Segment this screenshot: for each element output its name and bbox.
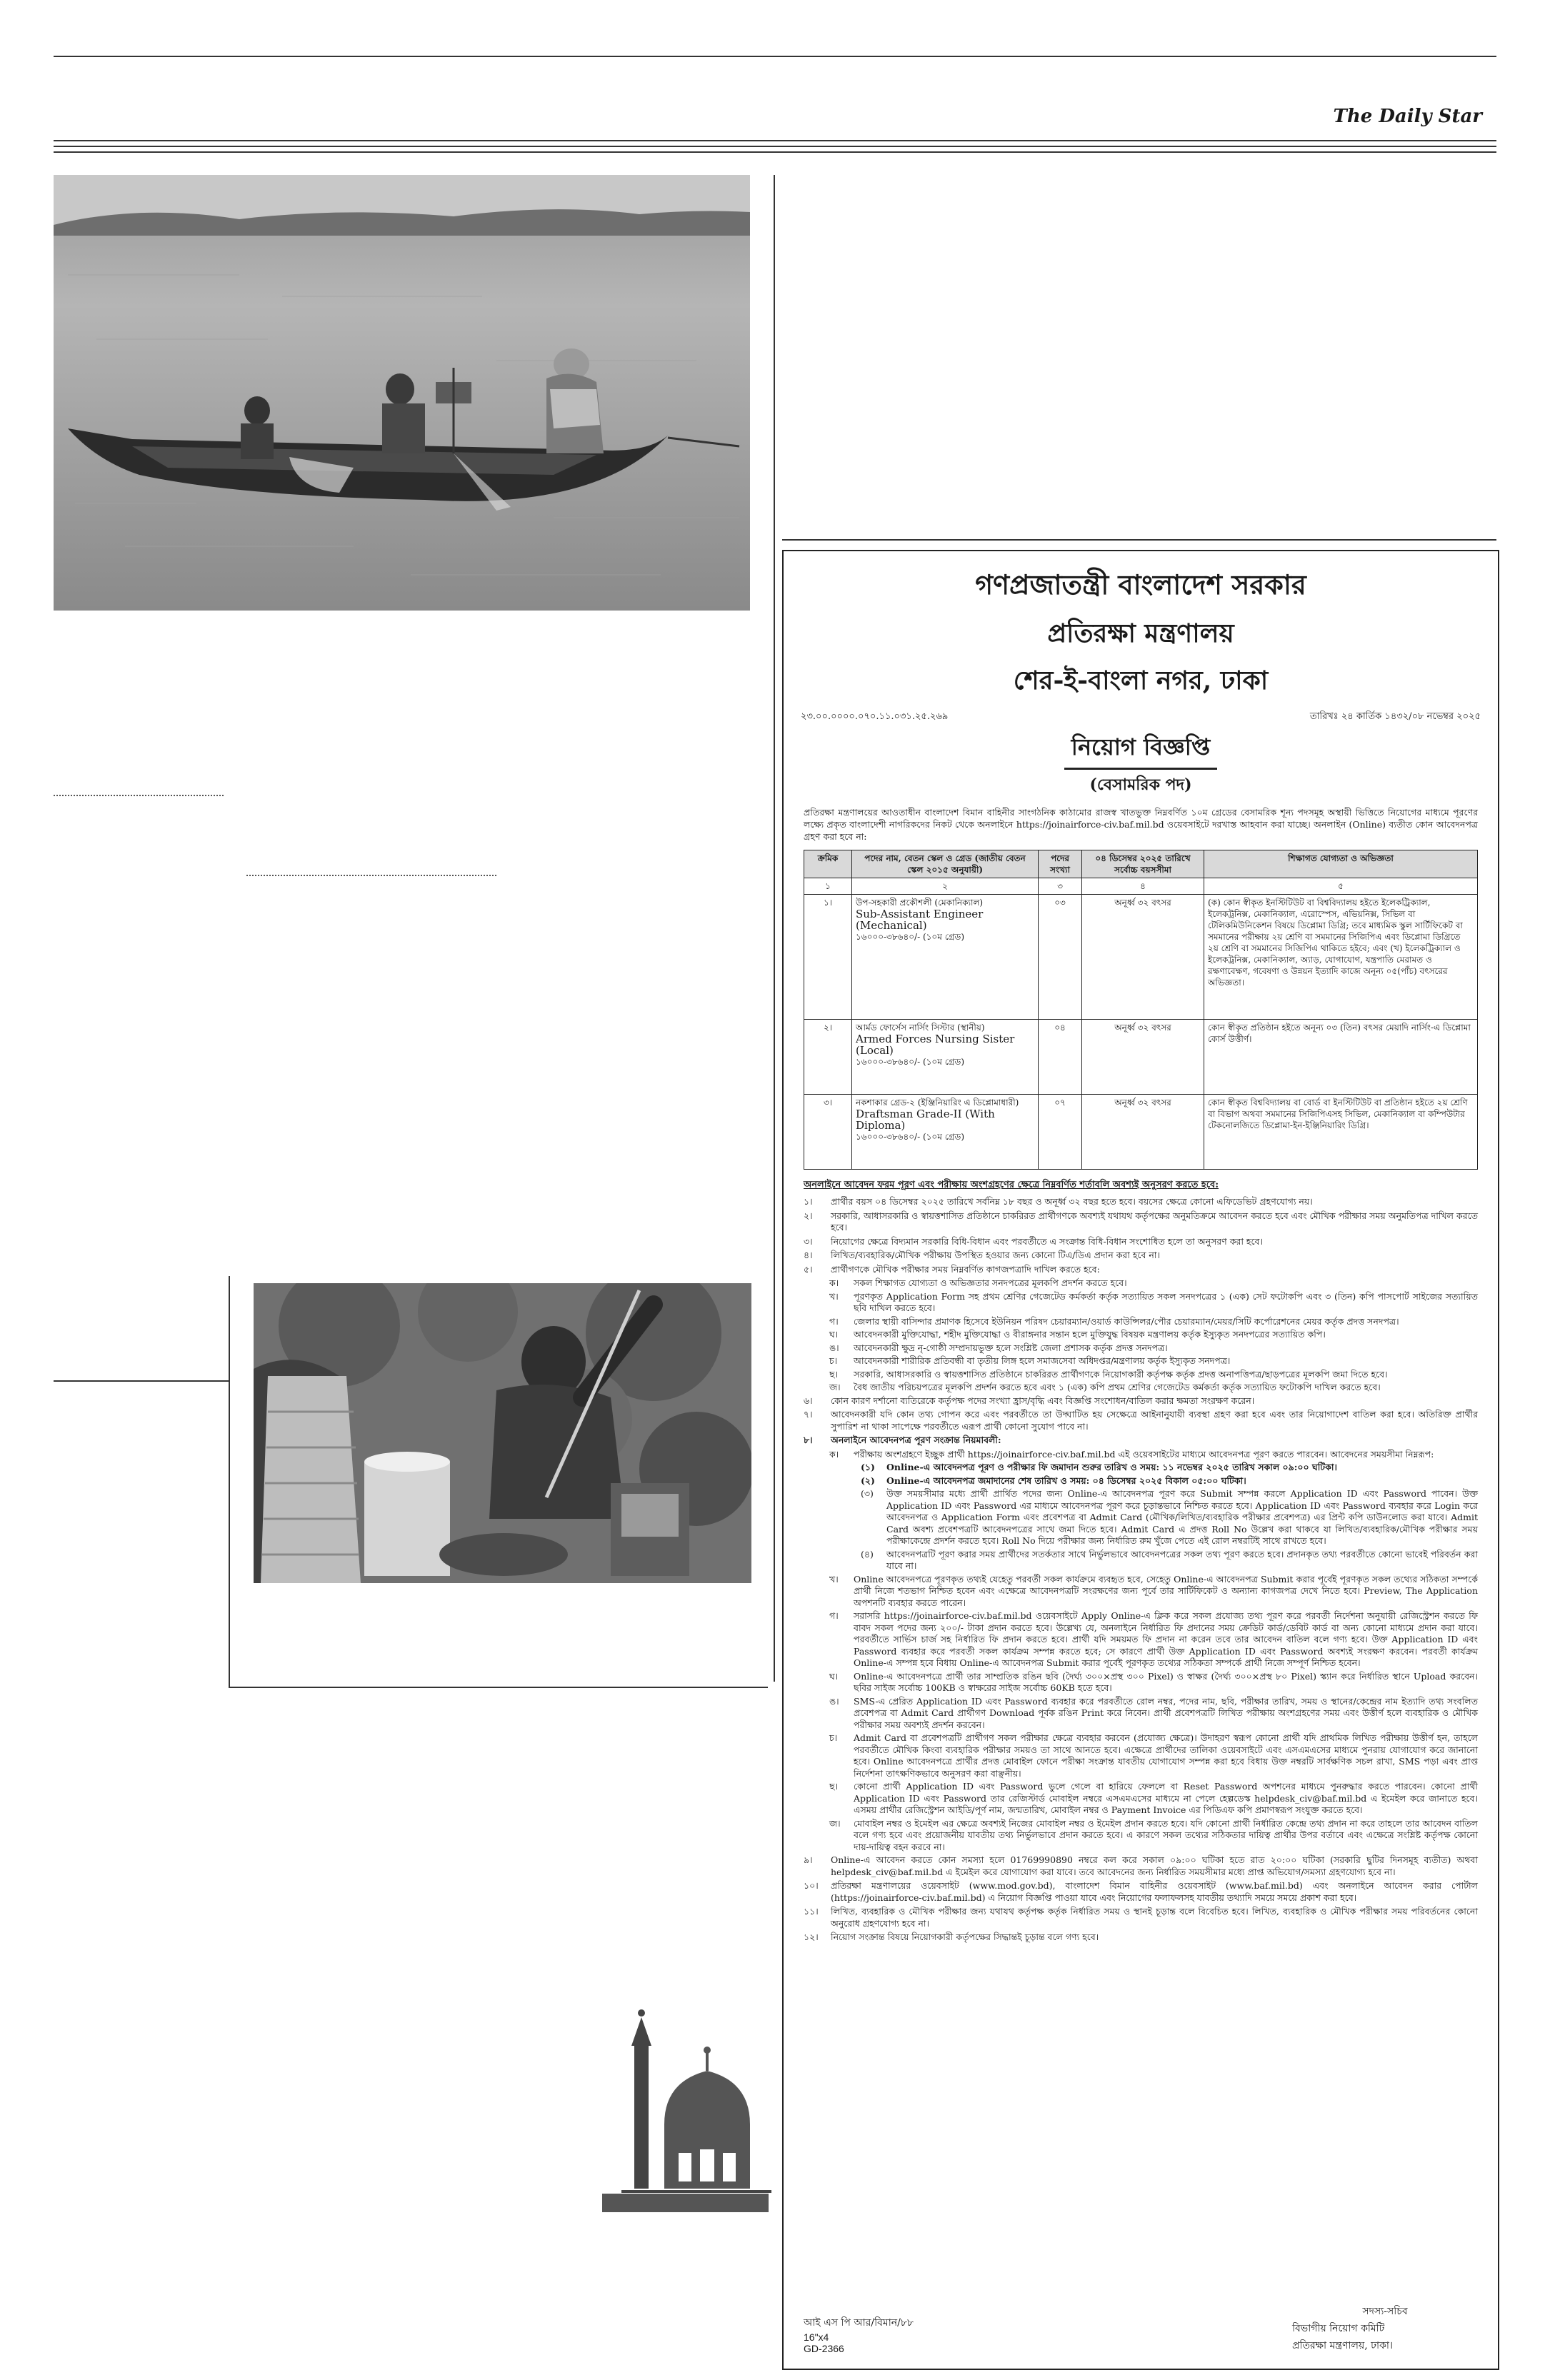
masthead-rule-1 <box>54 140 1496 141</box>
item-number: (২) <box>861 1475 875 1486</box>
table-row <box>804 895 1478 1020</box>
item-text: নিয়োগ সংক্রান্ত বিষয়ে নিয়োগকারী কর্তৃপক্ষের সিদ্ধান্তই চূড়ান্ত বলে গণ্য হবে। <box>831 1932 1099 1942</box>
item-number: (৪) <box>861 1548 874 1560</box>
item-number: ৩। <box>804 1235 813 1247</box>
boat-photo <box>54 175 750 611</box>
dotted-rule-2 <box>246 875 496 876</box>
table-row <box>804 1020 1478 1095</box>
col-qualification: শিক্ষাগত যোগ্যতা ও অভিজ্ঞতা <box>1204 850 1478 878</box>
list-item <box>804 1818 1478 1854</box>
list-item <box>804 1462 1478 1474</box>
posts-table <box>804 850 1478 1170</box>
item-number: ছ। <box>829 1781 839 1792</box>
item-number: ৯। <box>804 1854 813 1865</box>
list-item <box>804 1236 1478 1248</box>
item-number: ৫। <box>804 1263 813 1275</box>
table-row <box>804 1095 1478 1170</box>
notice-subtitle: (বেসামরিক পদ) <box>1089 775 1192 794</box>
conditions-list <box>784 1196 1498 1944</box>
item-text: আবেদনপত্রটি পূরণ করার সময় প্রার্থীদের সতর্কতার সাথে নির্ভুলভাবে আবেদনপত্রের সকল তথ্য পূরণ করতে হবে। প্রদানকৃত তথ্য পরবর্তীতে কোনো ভাবেই পরিবর্তন করা যাবে না। <box>886 1548 1478 1571</box>
post-count: ০৩ <box>1039 895 1082 1020</box>
notice-date: তারিখঃ ২৪ কার্তিক ১৪৩২/০৮ নভেম্বর ২০২৫ <box>1309 711 1481 722</box>
item-text: পূরণকৃত Application Form সহ প্রথম শ্রেণির গেজেটেড কর্মকর্তা কর্তৃক সত্যায়িত সকল সনদপত্রের ১ (এক) সেট ফটোকপি এবং ৩ (তিন) কপি পাসপোর্ট সাইজের সত্যায়িত ছবি দাখিল করতে হবে। <box>854 1290 1478 1313</box>
post-name-bn: উপ-সহকারী প্রকৌশলী (মেকানিক্যাল) <box>856 898 984 908</box>
item-text: Online-এ আবেদনপত্রে প্রার্থী তার সাম্প্রতিক রঙিন ছবি (দৈর্ঘ্য ৩০০×প্রস্থ ৩০০ Pixel) ও স্বাক্ষর (দৈর্ঘ্য ৩০০×প্রস্থ ৮০ Pixel) স্ক্যান করে নির্ধারিত স্থানে Upload করবেন। ছবির সাইজ সর্বোচ্চ 100KB ও স্বাক্ষরের সাইজ সর্বোচ্চ 60KB হতে হবে। <box>854 1670 1478 1693</box>
item-text: উক্ত সময়সীমার মধ্যে প্রার্থী প্রার্থিত পদের জন্য Online-এ আবেদনপত্র পূরণ করে Submit সম্পন্ন করলে Application ID এবং Password পাবেন। উক্ত Application ID এবং Password এর মাধ্যমে আবেদনপত্র পূরণ করে চূড়ান্তভাবে নিশ্চিত করতে হবে। Application ID এবং Password ব্যবহার করে Login করে আবেদনপত্র ও Application Form এবং প্রবেশপত্র বা Admit Card (মৌখিক/লিখিত/ব্যবহারিক পরীক্ষার প্রবেশপত্র) এর প্রিন্ট কপি ডাউনলোড করা যাবে। Admit Card অবশ্য প্রবেশপত্রটি আবেদনপত্রের সাথে জমা দিতে হবে। Admit Card এ প্রদত্ত Roll No উল্লেখ করা থাকবে যা লিখিত/ব্যবহারিক/মৌখিক পরীক্ষার সময় পরীক্ষাকেন্দ্রে প্রদর্শন করতে হবে। Roll No দিয়ে পরীক্ষার জন্য নির্ধারিত রুম খুঁজে পেতে এই রোল নম্বরটিই সাথে রাখতে হবে। <box>886 1488 1478 1546</box>
item-text: প্রার্থীর বয়স ০৪ ডিসেম্বর ২০২৫ তারিখে সর্বনিম্ন ১৮ বছর ও অনূর্ধ্ব ৩২ বছর হতে হবে। বয়সের ক্ষেত্রে কোনো এফিডেভিট গ্রহণযোগ্য নয়। <box>831 1196 1313 1207</box>
item-number: (১) <box>861 1462 875 1472</box>
item-number: ১২। <box>804 1932 819 1942</box>
ad-top-rule <box>782 539 1496 541</box>
post-name <box>852 1020 1039 1095</box>
item-number: জ। <box>829 1382 841 1392</box>
list-item <box>804 1196 1478 1208</box>
post-age: অনূর্ধ্ব ৩২ বৎসর <box>1082 1095 1204 1170</box>
post-scale: ১৬০০০-৩৮৬৪০/- (১০ম গ্রেড) <box>856 932 965 942</box>
post-name <box>852 895 1039 1020</box>
post-age: অনূর্ধ্ব ৩২ বৎসর <box>1082 895 1204 1020</box>
col-number: ২ <box>852 878 1039 895</box>
notice-header-line-2: প্রতিরক্ষা মন্ত্রণালয় <box>1047 618 1234 648</box>
list-item <box>804 1549 1478 1572</box>
item-number: ঙ। <box>829 1342 839 1353</box>
list-item <box>804 1291 1478 1315</box>
list-item <box>804 1277 1478 1290</box>
item-number: ছ। <box>829 1368 839 1380</box>
post-scale: ১৬০০০-৩৮৬৪০/- (১০ম গ্রেড) <box>856 1057 965 1067</box>
item-text: সকল শিক্ষাগত যোগ্যতা ও অভিজ্ঞতার সনদপত্রের মূলকপি প্রদর্শন করতে হবে। <box>854 1277 1127 1288</box>
item-number: জ। <box>829 1817 841 1829</box>
item-number: (৩) <box>861 1488 874 1499</box>
item-number: ৮। <box>804 1435 813 1445</box>
item-text: Online-এ আবেদনপত্র পূরণ ও পরীক্ষার ফি জমাদান শুরুর তারিখ ও সময়: ১১ নভেম্বর ২০২৫ তারিখ সকাল ০৯:০০ ঘটিকা। <box>886 1462 1337 1472</box>
item-number: ৬। <box>804 1395 813 1406</box>
col-number: ৪ <box>1082 878 1204 895</box>
item-text: প্রার্থীগণকে মৌখিক পরীক্ষার সময় নিম্নবর্ণিত কাগজপত্রাদি দাখিল করতে হবে: <box>831 1263 1100 1275</box>
item-text: কোন কারণ দর্শানো ব্যতিরেকে কর্তৃপক্ষ পদের সংখ্যা হ্রাস/বৃদ্ধি এবং বিজ্ঞপ্তি সংশোধন/বাতিল করার ক্ষমতা সংরক্ষণ করেন। <box>831 1395 1255 1406</box>
post-count: ০৭ <box>1039 1095 1082 1170</box>
footer-left <box>804 2314 914 2354</box>
item-number: চ। <box>829 1732 838 1743</box>
item-text: Online-এ আবেদন করতে কোন সমস্যা হলে 01769990890 নম্বরে কল করে সকাল ০৯:০০ ঘটিকা হতে রাত ২০:০০ ঘটিকা (সরকারি ছুটির দিনসমূহ ব্যতীত) অথবা helpdesk_civ@baf.mil.bd এ ইমেইল করে যোগাযোগ করা যাবে। তবে আবেদনের জন্য নির্ধারিত সময়সীমার মধ্যে প্রাপ্ত অভিযোগ/সমস্যা গ্রহণযোগ্য হবে না। <box>831 1854 1479 1877</box>
col-age: ০৪ ডিসেম্বর ২০২৫ তারিখে সর্বোচ্চ বয়সসীমা <box>1082 850 1204 878</box>
list-item <box>804 1264 1478 1276</box>
box-top-rule <box>54 1380 229 1382</box>
dotted-rule-1 <box>54 795 224 796</box>
item-text: আবেদনকারী ক্ষুদ্র নৃ-গোষ্ঠী সম্প্রদায়ভুক্ত হলে সংশ্লিষ্ট জেলা প্রশাসক কর্তৃক প্রদত্ত সনদপত্র। <box>854 1342 1168 1353</box>
item-text: লিখিত/ব্যবহারিক/মৌখিক পরীক্ষায় উপস্থিত হওয়ার জন্য কোনো টিএ/ডিএ প্রদান করা হবে না। <box>831 1250 1160 1260</box>
list-item <box>804 1316 1478 1328</box>
item-text: আবেদনকারী মুক্তিযোদ্ধা, শহীদ মুক্তিযোদ্ধা ও বীরাঙ্গনার সন্তান হলে মুক্তিযুদ্ধ বিষয়ক মন্ত্রণালয় কর্তৃক ইস্যুকৃত সনদপত্রের সত্যায়িত কপি। <box>854 1329 1326 1340</box>
notice-footer <box>804 2303 1478 2354</box>
item-text: মোবাইল নম্বর ও ইমেইল এর ক্ষেত্রে অবশ্যই নিজের মোবাইল নম্বর ও ইমেইল প্রদান করতে হবে। যদি কোনো প্রার্থী নির্ধারিত কেন্দ্রে তথ্য প্রদান না করে তাহলে তার আবেদন বাতিল বলে গণ্য হবে এবং প্রয়োজনীয় যাবতীয় তথ্য নির্ভুলভাবে প্রদান করতে হবে। এ কারণে সকল তথ্যের সঠিকতার দায়িত্ব প্রার্থীর উপর বর্তাবে এবং এক্ষেত্রে সংশ্লিষ্ট কর্তৃপক্ষ কোনো দায়-দায়িত্ব বহন করবে না। <box>854 1817 1478 1852</box>
box-left-rule <box>229 1276 230 1687</box>
notice-title: নিয়োগ বিজ্ঞপ্তি <box>1064 729 1217 770</box>
item-number: ৪। <box>804 1250 813 1260</box>
list-item <box>804 1880 1478 1904</box>
signatory-committee: বিভাগীয় নিয়োগ কমিটি <box>1292 2323 1385 2334</box>
list-item <box>804 1781 1478 1817</box>
post-serial: ১। <box>804 895 852 1020</box>
list-item <box>804 1250 1478 1262</box>
item-number: ক। <box>829 1448 839 1460</box>
masthead-logo: The Daily Star <box>1333 106 1482 127</box>
post-scale: ১৬০০০-৩৮৬৪০/- (১০ম গ্রেড) <box>856 1132 965 1142</box>
mosque-icon <box>621 2003 771 2203</box>
top-rule <box>54 56 1496 57</box>
col-number: ১ <box>804 878 852 895</box>
list-item <box>804 1732 1478 1779</box>
item-text: SMS-এ প্রেরিত Application ID এবং Password ব্যবহার করে পরবর্তীতে রোল নম্বর, পদের নাম, ছবি, পরীক্ষার তারিখ, সময় ও স্থানের/কেন্দ্রের নাম ইত্যাদি তথ্য সংবলিত প্রবেশপত্র বা Admit Card প্রার্থীগণ Download পূর্বক রঙিন Print করে নিবেন। প্রার্থী প্রবেশপত্রটি লিখিত পরীক্ষায় অংশগ্রহণের সময় এবং উত্তীর্ণ হলে ব্যবহারিক ও মৌখিক পরীক্ষার সময় অবশ্যই প্রদর্শন করবেন। <box>854 1695 1478 1730</box>
memo-row <box>784 704 1498 725</box>
item-text: Online আবেদনপত্রে পূরণকৃত তথ্যই যেহেতু পরবর্তী সকল কার্যক্রমে ব্যবহৃত হবে, সেহেতু Online-এ আবেদনপত্র Submit করার পূর্বেই পূরণকৃত সকল তথ্যের সঠিকতা সম্পর্কে প্রার্থী নিজে শতভাগ নিশ্চিত হবেন এবং এক্ষেত্রে আবেদনপত্রটি সংরক্ষণের জন্য পূর্বে তার সার্টিফিকেট ও অন্যান্য কাগজপত্র দেখে নিতে হবে। Preview, The Application অপশনটি ব্যবহার করতে পারেন। <box>854 1573 1478 1608</box>
notice-title-block <box>784 729 1498 799</box>
col-count: পদের সংখ্যা <box>1039 850 1082 878</box>
item-number: গ। <box>829 1610 839 1621</box>
list-item <box>804 1574 1478 1610</box>
item-text: আবেদনকারী শারীরিক প্রতিবন্ধী বা তৃতীয় লিঙ্গ হলে সমাজসেবা অধিদপ্তর/মন্ত্রণালয় কর্তৃক ইস্যুকৃত সনদপত্র। <box>854 1355 1231 1366</box>
post-name-en: Draftsman Grade-II (With Diploma) <box>856 1108 995 1132</box>
signatory-title: সদস্য-সচিব <box>1362 2306 1408 2317</box>
list-item <box>804 1435 1478 1447</box>
list-item <box>804 1329 1478 1341</box>
post-qualification: কোন স্বীকৃত বিশ্ববিদ্যালয় বা বোর্ড বা ইনস্টিটিউট বা প্রতিষ্ঠান হইতে ২য় শ্রেণি বা বিভাগ অথবা সমমানের সিজিপিএসহ সিভিল, মেকানিক্যাল বা কম্পিউটার টেকনোলজিতে ডিপ্লোমা-ইন-ইঞ্জিনিয়ারিং ডিগ্রি। <box>1204 1095 1478 1170</box>
notice-header-line-3: শের-ই-বাংলা নগর, ঢাকা <box>1013 666 1269 696</box>
ad-size: 16"x4 <box>804 2331 829 2343</box>
column-divider <box>774 175 775 1682</box>
table-number-row <box>804 878 1478 895</box>
item-text: সরকারি, আধাসরকারি ও স্বায়ত্তশাসিত প্রতিষ্ঠানে চাকরিরত প্রার্থীগণকে নিয়োগকারী কর্তৃপক্ষ কর্তৃক প্রদত্ত অনাপত্তিপত্র/ছাড়পত্রের মূলকপি জমা দিতে হবে। <box>854 1368 1388 1380</box>
item-number: চ। <box>829 1355 838 1366</box>
list-item <box>804 1488 1478 1547</box>
gd-number: GD-2366 <box>804 2343 844 2354</box>
conditions-heading: অনলাইনে আবেদন ফরম পূরণ এবং পরীক্ষায় অংশগ্রহণের ক্ষেত্রে নিম্নবর্ণিত শর্তাবলি অবশ্যই অনুসরণ করতে হবে: <box>804 1180 1219 1190</box>
item-number: খ। <box>829 1290 839 1302</box>
list-item <box>804 1210 1478 1234</box>
item-number: ঘ। <box>829 1329 839 1340</box>
list-item <box>804 1475 1478 1487</box>
post-name <box>852 1095 1039 1170</box>
post-name-bn: আর্মড ফোর্সেস নার্সিং সিস্টার (স্থানীয়) <box>856 1023 985 1033</box>
item-text: বৈধ জাতীয় পরিচয়পত্রের মূলকপি প্রদর্শন করতে হবে এবং ১ (এক) কপি প্রথম শ্রেণির গেজেটেড কর্মকর্তা কর্তৃক সত্যায়িত ফটোকপি দাখিল করতে হবে। <box>854 1382 1381 1392</box>
item-text: সরাসরি https://joinairforce-civ.baf.mil.bd ওয়েবসাইটে Apply Online-এ ক্লিক করে সকল প্রযোজ্য তথ্য পূরণ করে পরবর্তী নির্দেশনা অনুযায়ী রেজিস্ট্রেশন করতে ফি বাবদ সকল পদের জন্য ২০০/- টাকা প্রদান করতে হবে। উল্লেখ্য যে, অনলাইনে নির্ধারিত ফি প্রদানের সময় ক্রেডিট কার্ড/ডেবিট কার্ড বা অন্য কোনো মাধ্যমে প্রদান করা যাবে। পরবর্তীতে সার্ভিস চার্জ সহ নির্ধারিত ফি প্রদান করতে হবে। প্রার্থী যদি সময়মত ফি প্রদান না করেন তবে তার আবেদন বাতিল বলে গণ্য হবে। উক্ত Application ID এবং Password ব্যবহার করে পরবর্তী সকল কার্যক্রম সম্পন্ন করতে হবে; সে কারণে প্রার্থী উক্ত Application ID এবং Password অবশ্যই সংরক্ষণ করবেন। পরবর্তী কার্যক্রম Online-এ সম্পন্ন হবে বিধায় Online-এ আবেদনপত্র Submit করার পূর্বেই পূরণকৃত তথ্যের সঠিকতা সম্পর্কে প্রার্থী নিজে সম্পূর্ণ নিশ্চিত হবেন। <box>854 1610 1478 1668</box>
table-header-row <box>804 850 1478 878</box>
item-text: লিখিত, ব্যবহারিক ও মৌখিক পরীক্ষার জন্য যথাযথ কর্তৃপক্ষ কর্তৃক নির্ধারিত সময় ও স্থানই চূড়ান্ত বলে বিবেচিত হবে। লিখিত, ব্যবহারিক ও মৌখিক পরীক্ষার সময় পরিবর্তনের কোনো অনুরোধ গ্রহণযোগ্য হবে না। <box>831 1906 1478 1929</box>
post-serial: ৩। <box>804 1095 852 1170</box>
ispr-code: আই এস পি আর/বিমান/৮৮ <box>804 2317 914 2329</box>
col-number: ৫ <box>1204 878 1478 895</box>
item-number: ২। <box>804 1210 813 1221</box>
item-number: খ। <box>829 1573 839 1585</box>
post-name-en: Armed Forces Nursing Sister (Local) <box>856 1033 1015 1057</box>
item-number: গ। <box>829 1315 839 1327</box>
item-text: সরকারি, আধাসরকারি ও স্বায়ত্তশাসিত প্রতিষ্ঠানে চাকরিরত প্রার্থীগণকে অবশ্যই যথাযথ কর্তৃপক্ষের অনুমতিক্রমে আবেদন করতে হবে এবং মৌখিক পরীক্ষার সময় অনুমতিপত্র দাখিল করতে হবে। <box>831 1210 1478 1232</box>
signatory-ministry: প্রতিরক্ষা মন্ত্রণালয়, ঢাকা। <box>1292 2340 1393 2351</box>
list-item <box>804 1449 1478 1461</box>
item-text: কোনো প্রার্থী Application ID এবং Password ভুলে গেলে বা হারিয়ে ফেললে বা Reset Password অপশনের মাধ্যমে পুনরুদ্ধার করতে পারবেন। কোনো প্রার্থী Application ID এবং Password তার রেজিস্টার্ড মোবাইল নম্বরে এসএমএসের মাধ্যমে না পেলে হেল্পডেস্ক helpdesk_civ@baf.mil.bd এ ইমেইল করে জানাতে হবে। এসময় প্রার্থীর রেজিস্ট্রেশন আইডি/পূর্ণ নাম, জন্মতারিখ, মোবাইল নম্বর ও Payment Invoice এর পিডিএফ কপি প্রমাণস্বরূপ সংযুক্ত করতে হবে। <box>854 1781 1478 1815</box>
item-text: জেলার স্থায়ী বাসিন্দার প্রমাণক হিসেবে ইউনিয়ন পরিষদ চেয়ারম্যান/ওয়ার্ড কাউন্সিলর/পৌর চেয়ারম্যান/মেয়র/সিটি কর্পোরেশনের মেয়র কর্তৃক প্রদত্ত সনদপত্র। <box>854 1315 1399 1327</box>
worker-photo <box>254 1283 751 1583</box>
notice-intro: প্রতিরক্ষা মন্ত্রণালয়ের আওতাধীন বাংলাদেশ বিমান বাহিনীর সাংগঠনিক কাঠামোর রাজস্ব খাতভুক্ত নিম্নবর্ণিত ১০ম গ্রেডের বেসামরিক শূন্য পদসমূহ অস্থায়ী ভিত্তিতে নিয়োগের মাধ্যমে পূরণের লক্ষ্যে প্রকৃত বাংলাদেশী নাগরিকদের নিকট থেকে অনলাইনে https://joinairforce-civ.baf.mil.bd ওয়েবসাইটে দরখাস্ত আহবান করা যাচ্ছে। অনলাইন (Online) ব্যতীত কোন আবেদনপত্র গ্রহণ করা হবে না: <box>804 807 1478 842</box>
item-number: ক। <box>829 1277 839 1288</box>
list-item <box>804 1369 1478 1381</box>
item-number: ১১। <box>804 1906 819 1917</box>
item-text: নিয়োগের ক্ষেত্রে বিদ্যমান সরকারি বিধি-বিধান এবং পরবর্তীতে এ সংক্রান্ত বিধি-বিধান সংশোধিত হলে তা অনুসরণ করা হবে। <box>831 1235 1263 1247</box>
item-text: Admit Card বা প্রবেশপত্রটি প্রার্থীগণ সকল পরীক্ষার ক্ষেত্রে ব্যবহার করবেন (প্রযোজ্য ক্ষেত্রে)। উদাহরণ স্বরূপ কোনো প্রার্থী যদি প্রাথমিক লিখিত পরীক্ষায় উত্তীর্ণ হন, তাহলে পরবর্তীতে মৌখিক কিংবা ব্যবহারিক পরীক্ষার সময়ও তা সাথে আনতে হবে। এক্ষেত্রে প্রার্থীদের তালিকা ওয়েবসাইটে এবং এসএমএসের মাধ্যমে পুনরায় যোগাযোগ করে জানানো হবে। Online আবেদনপত্রে প্রার্থীর প্রদত্ত মোবাইল ফোনে পরীক্ষা সংক্রান্ত যাবতীয় যোগাযোগ সম্পন্ন করা হবে বিধায় উক্ত নম্বরটি সার্বক্ষণিক সচল রাখা, SMS পড়া এবং প্রাপ্ত নির্দেশনা তাৎক্ষণিকভাবে অনুসরণ করা বাঞ্ছনীয়। <box>854 1732 1478 1779</box>
col-number: ৩ <box>1039 878 1082 895</box>
list-item <box>804 1671 1478 1694</box>
item-text: প্রতিরক্ষা মন্ত্রণালয়ের ওয়েবসাইট (www.mod.gov.bd), বাংলাদেশ বিমান বাহিনীর ওয়েবসাইট (www.baf.mil.bd) এবং অনলাইনে আবেদন করার পোর্টাল (https://joinairforce-civ.baf.mil.bd) এ নিয়োগ বিজ্ঞপ্তি পাওয়া যাবে এবং নিয়োগের ফলাফলসহ যাবতীয় তথ্যাদি সময়ে সময়ে প্রকাশ করা হবে। <box>831 1880 1478 1903</box>
list-item <box>804 1696 1478 1732</box>
list-item <box>804 1395 1478 1407</box>
post-age: অনূর্ধ্ব ৩২ বৎসর <box>1082 1020 1204 1095</box>
item-number: ঘ। <box>829 1670 839 1682</box>
masthead-rule-2 <box>54 146 1496 147</box>
item-text: আবেদনকারী যদি কোন তথ্য গোপন করে এবং পরবর্তীতে তা উদ্ঘাটিত হয় সেক্ষেত্রে আইনানুযায়ী ব্যবস্থা গ্রহণ করা হবে এবং তার নিয়োগাদেশ বাতিল করা হবে। অতিরিক্ত প্রার্থীর সুপারিশ না থাকা সাপেক্ষে পরবর্তীতে এরূপ প্রার্থী কোনো সুযোগ পাবে না। <box>831 1409 1478 1432</box>
col-post: পদের নাম, বেতন স্কেল ও গ্রেড (জাতীয় বেতন স্কেল ২০১৫ অনুযায়ী) <box>852 850 1039 878</box>
item-number: ১। <box>804 1196 813 1207</box>
list-item <box>804 1932 1478 1944</box>
item-text: পরীক্ষায় অংশগ্রহণে ইচ্ছুক প্রার্থী https://joinairforce-civ.baf.mil.bd এই ওয়েবসাইটের মাধ্যমে আবেদনপত্র পূরণ করতে পারবেন। আবেদনের সময়সীমা নিম্নরূপ: <box>854 1448 1434 1460</box>
item-number: ঙ। <box>829 1695 839 1707</box>
post-name-en: Sub-Assistant Engineer (Mechanical) <box>856 908 984 932</box>
footer-gray-bar <box>602 2194 769 2212</box>
masthead-rule-3 <box>54 151 1496 153</box>
col-serial: ক্রমিক <box>804 850 852 878</box>
list-item <box>804 1342 1478 1355</box>
post-serial: ২। <box>804 1020 852 1095</box>
list-item <box>804 1409 1478 1432</box>
notice-header-line-1: গণপ্রজাতন্ত্রী বাংলাদেশ সরকার <box>975 568 1306 601</box>
memo-number: ২৩.০০.০০০০.০৭০.১১.০৩১.২৫.২৬৯ <box>801 711 949 722</box>
post-qualification: কোন স্বীকৃত প্রতিষ্ঠান হইতে অনূন্য ০৩ (তিন) বৎসর মেয়াদি নার্সিং-এ ডিপ্লোমা কোর্স উত্তীর্ণ। <box>1204 1020 1478 1095</box>
list-item <box>804 1906 1478 1929</box>
item-number: ৭। <box>804 1409 813 1420</box>
list-item <box>804 1854 1478 1878</box>
recruitment-notice <box>782 550 1499 2370</box>
box-bottom-rule <box>229 1687 768 1688</box>
signature-block <box>1292 2303 1478 2354</box>
post-count: ০৪ <box>1039 1020 1082 1095</box>
list-item <box>804 1382 1478 1394</box>
post-qualification: (ক) কোন স্বীকৃত ইনস্টিটিউট বা বিশ্ববিদ্যালয় হইতে ইলেকট্রিক্যাল, ইলেকট্রনিক্স, মেকানিক্যাল, এরোস্পেস, এভিয়নিক্স, সিভিল বা টেলিকমিউনিকেশন বিষয়ে ডিপ্লোমা ডিগ্রি; তবে মাধ্যমিক স্কুল সার্টিফিকেট বা সমমানের পরীক্ষায় ২য় শ্রেণি বা সমমানের সিজিপিএ এবং ডিপ্লোমা ডিগ্রিতে ২য় শ্রেণি বা সমমানের সিজিপিএ থাকিতে হইবে; এবং (খ) ইলেকট্রিক্যাল ও ইলেকট্রনিক্স, মেকানিক্যাল, অ্যাড়, যোগাযোগ, যন্ত্রপাতি মেরামত ও রক্ষণাবেক্ষণ, গবেষণা ও উন্নয়ন ইত্যাদি কাজে অনূন্য ০৫(পাঁচ) বৎসরের অভিজ্ঞতা। <box>1204 895 1478 1020</box>
item-text: Online-এ আবেদনপত্র জমাদানের শেষ তারিখ ও সময়: ০৪ ডিসেম্বর ২০২৫ বিকাল ০৫:০০ ঘটিকা। <box>886 1475 1246 1486</box>
item-text: অনলাইনে আবেদনপত্র পূরণ সংক্রান্ত নিয়মাবলী: <box>831 1435 1001 1445</box>
list-item <box>804 1355 1478 1367</box>
item-number: ১০। <box>804 1880 819 1891</box>
list-item <box>804 1610 1478 1669</box>
post-name-bn: নকশাকার গ্রেড-২ (ইঞ্জিনিয়ারিং এ ডিপ্লোমাধারী) <box>856 1098 1019 1108</box>
